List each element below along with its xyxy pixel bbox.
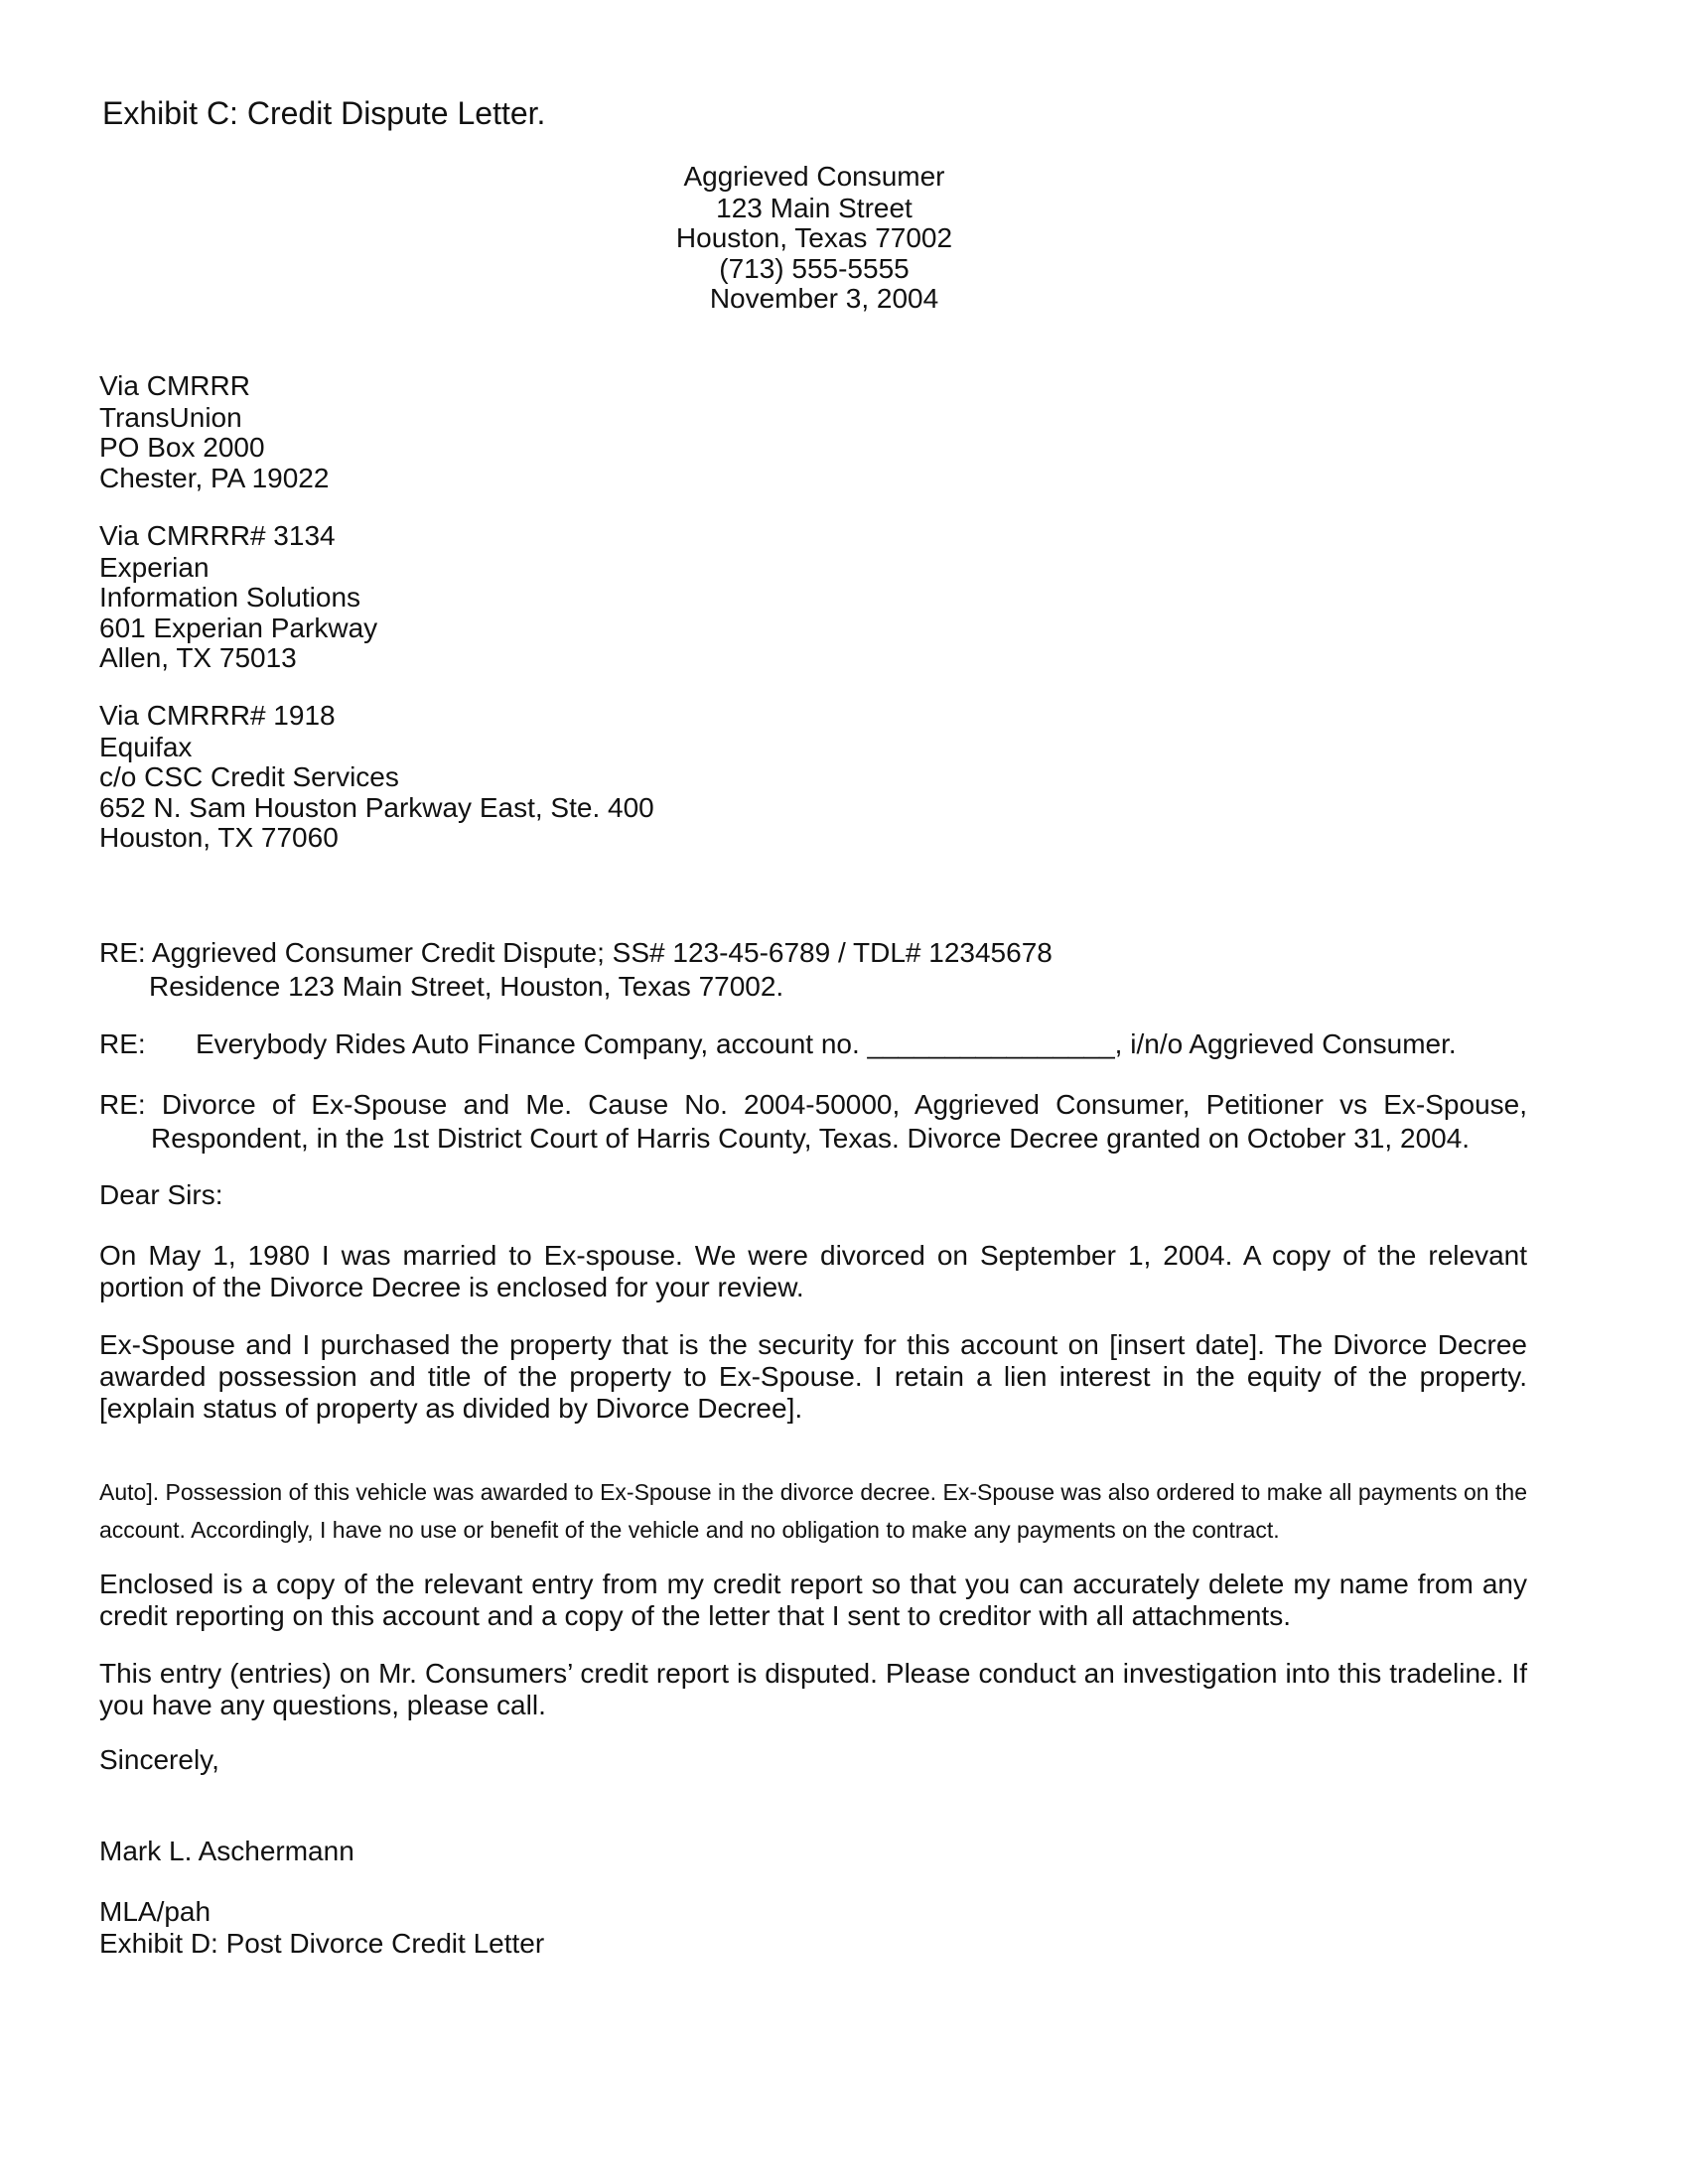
re-line: Residence 123 Main Street, Houston, Texas 77002. <box>149 971 784 1002</box>
sender-street: 123 Main Street <box>716 193 913 223</box>
sender-city: Houston, Texas 77002 <box>675 222 953 253</box>
sender-name: Aggrieved Consumer <box>683 161 945 192</box>
re-label: RE: <box>99 1028 146 1059</box>
closing: Sincerely, <box>99 1744 219 1775</box>
signer-name: Mark L. Aschermann <box>99 1836 354 1866</box>
recipient-line: Information Solutions <box>99 582 361 613</box>
sender-phone: (713) 555-5555 <box>719 253 910 284</box>
recipient-line: 601 Experian Parkway <box>99 613 378 643</box>
recipient-line: c/o CSC Credit Services <box>99 761 399 792</box>
recipient-line: Allen, TX 75013 <box>99 642 297 673</box>
recipient-line: Chester, PA 19022 <box>99 463 330 493</box>
salutation: Dear Sirs: <box>99 1179 223 1210</box>
exhibit-title: Exhibit C: Credit Dispute Letter. <box>102 95 546 131</box>
via-line: Via CMRRR <box>99 370 250 401</box>
body-paragraph: This entry (entries) on Mr. Consumers’ credit report is disputed. Please conduct an investigation into this tradeline. If you have any questions, please call. <box>99 1658 1527 1720</box>
recipient-line: Houston, TX 77060 <box>99 822 339 853</box>
body-paragraph: Enclosed is a copy of the relevant entry from my credit report so that you can accurately delete my name from any credit reporting on this account and a copy of the letter that I sent to creditor with all attachments. <box>99 1569 1527 1631</box>
via-line: Via CMRRR# 1918 <box>99 700 336 731</box>
body-paragraph: Ex-Spouse and I purchased the property that is the security for this account on [insert date]. The Divorce Decree awarded possession and title of the property to Ex-Spouse. I retain a lien interest in the equity of the property. [explain status of property as divided by Divorce Decree]. <box>99 1329 1527 1424</box>
re-line: RE: Aggrieved Consumer Credit Dispute; SS# 123-45-6789 / TDL# 12345678 <box>99 937 1053 968</box>
recipient-line: TransUnion <box>99 402 242 433</box>
footer-exhibit: Exhibit D: Post Divorce Credit Letter <box>99 1928 545 1959</box>
recipient-line: 652 N. Sam Houston Parkway East, Ste. 400 <box>99 792 654 823</box>
via-line: Via CMRRR# 3134 <box>99 520 336 551</box>
recipient-line: PO Box 2000 <box>99 432 265 463</box>
re-line: Respondent, in the 1st District Court of Harris County, Texas. Divorce Decree granted on October 31, 2004. <box>151 1123 1471 1154</box>
body-paragraph: On May 1, 1980 I was married to Ex-spouse. We were divorced on September 1, 2004. A copy of the relevant portion of the Divorce Decree is enclosed for your review. <box>99 1240 1527 1302</box>
recipient-line: Equifax <box>99 732 193 762</box>
recipient-line: Experian <box>99 552 210 583</box>
re-line: RE: Divorce of Ex-Spouse and Me. Cause No. 2004-50000, Aggrieved Consumer, Petitioner vs Ex-Spouse, <box>99 1089 1527 1120</box>
body-paragraph: Auto]. Possession of this vehicle was awarded to Ex-Spouse in the divorce decree. Ex-Spouse was also ordered to make all payments on the account. Accordingly, I have no use or benefit of the vehicle and no obligation to make any payments on the contract. <box>99 1479 1527 1543</box>
re-line: Everybody Rides Auto Finance Company, account no. ________________, i/n/o Aggrieved Consumer. <box>196 1028 1457 1059</box>
letter-date: November 3, 2004 <box>709 283 939 314</box>
initials: MLA/pah <box>99 1896 211 1927</box>
